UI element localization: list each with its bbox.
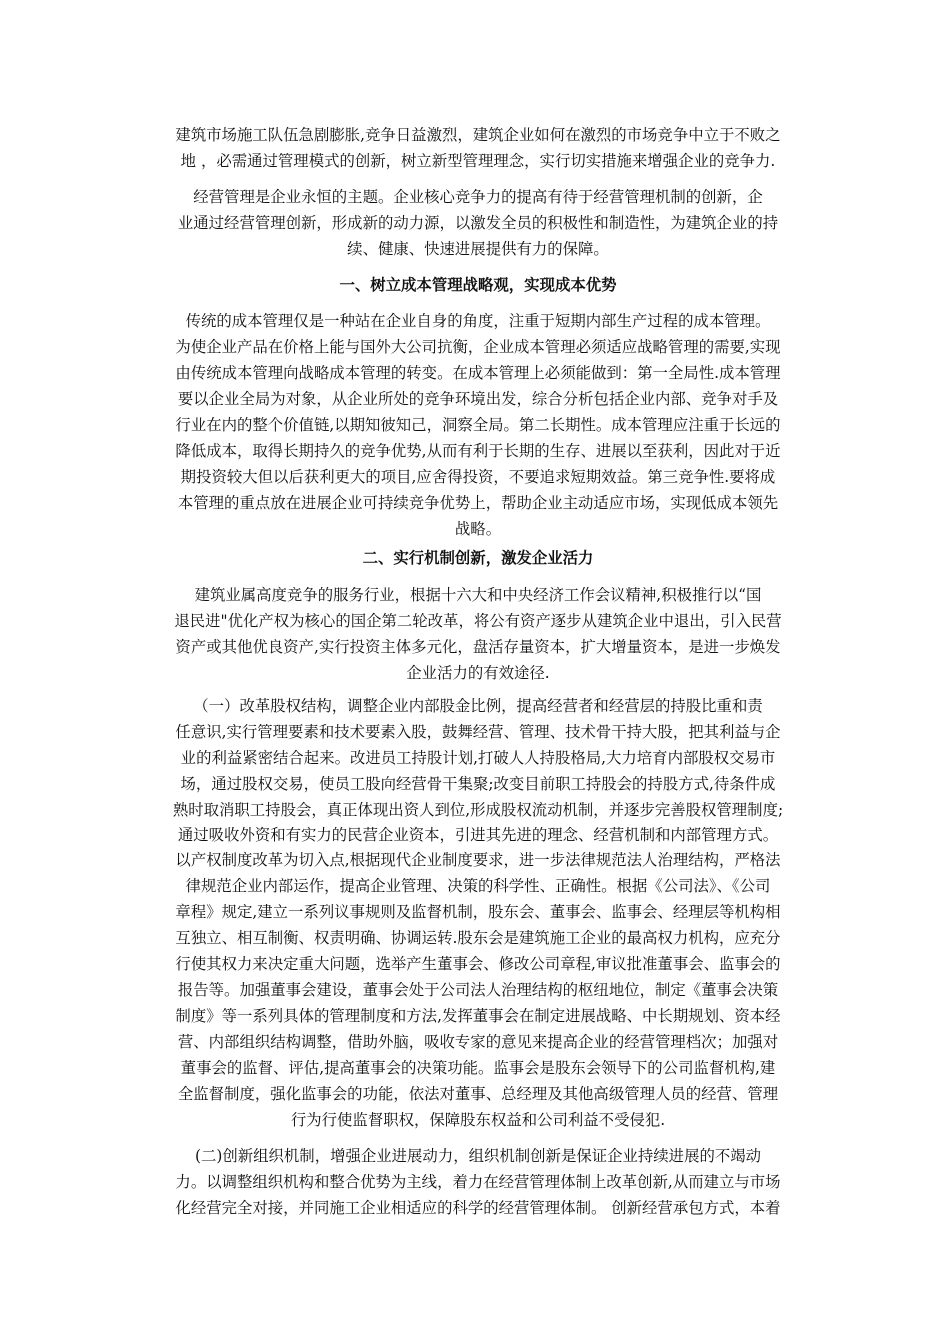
text-line: 律规范企业内部运作，提高企业管理、决策的科学性、正确性。根据《公司法》、《公司 — [185, 877, 771, 895]
text-line: 全监督制度，强化监事会的功能，依法对董事、总经理及其他高级管理人员的经营、管理 — [177, 1085, 779, 1103]
text-line: 场，通过股权交易，使员工股向经营骨干集聚;改变目前职工持股会的持股方式,待条件成 — [180, 775, 776, 793]
text-line: 章程》规定,建立一系列议事规则及监督机制，股东会、董事会、监事会、经理层等机构相 — [175, 903, 781, 921]
text-line: 董事会的监督、评估,提高董事会的决策功能。监事会是股东会领导下的公司监督机构,建 — [180, 1059, 776, 1077]
text-line: 要以企业全局为对象，从企业所处的竞争环境出发，综合分析包括企业内部、竞争对手及 — [177, 390, 779, 408]
text-line: 建筑市场施工队伍急剧膨胀,竞争日益激烈，建筑企业如何在激烈的市场竞争中立于不败之 — [175, 126, 781, 144]
text-line: 行业在内的整个价值链,以期知彼知己，洞察全局。第二长期性。成本管理应注重于长远的 — [175, 416, 781, 434]
text-line: 为使企业产品在价格上能与国外大公司抗衡，企业成本管理必须适应战略管理的需要,实现 — [175, 338, 781, 356]
text-line: 营、内部组织结构调整，借助外脑，吸收专家的意见来提高企业的经营管理档次；加强对 — [177, 1033, 779, 1051]
text-line: 业通过经营管理创新，形成新的动力源，以激发全员的积极性和制造性，为建筑企业的持 — [177, 214, 779, 232]
section-heading: 一、树立成本管理战略观，实现成本优势 — [339, 276, 617, 294]
text-line: 本管理的重点放在进展企业可持续竞争优势上，帮助企业主动适应市场，实现低成本领先 — [177, 494, 779, 512]
text-line: 行为行使监督职权，保障股东权益和公司利益不受侵犯. — [290, 1111, 666, 1129]
text-line: 化经营完全对接，并同施工企业相适应的科学的经营管理体制。 创新经营承包方式，本着 — [175, 1199, 781, 1217]
text-line: 熟时取消职工持股会，真正体现出资人到位,形成股权流动机制，并逐步完善股权管理制度; — [172, 801, 784, 819]
text-line: 制度》等一系列具体的管理制度和方法,发挥董事会在制定进展战略、中长期规划、资本经 — [175, 1007, 781, 1025]
text-line: 业的利益紧密结合起来。改进员工持股计划,打破人人持股格局,大力培育内部股权交易市 — [180, 749, 776, 767]
text-line: 降低成本，取得长期持久的竞争优势,从而有利于长期的生存、进展以至获利，因此对于近 — [175, 442, 781, 460]
text-line: 由传统成本管理向战略成本管理的转变。在成本管理上必须能做到：第一全局性.成本管理 — [175, 364, 781, 382]
text-line: 建筑业属高度竞争的服务行业，根据十六大和中央经济工作会议精神,积极推行以“国 — [194, 586, 762, 604]
text-line: 行使其权力来决定重大问题，选举产生董事会、修改公司章程,审议批准董事会、监事会的 — [175, 955, 781, 973]
text-line: 任意识,实行管理要素和技术要素入股，鼓舞经营、管理、技术骨干持大股，把其利益与企 — [175, 723, 781, 741]
text-line: 期投资较大但以后获利更大的项目,应舍得投资，不要追求短期效益。第三竞争性.要将成 — [180, 468, 776, 486]
text-line: 企业活力的有效途径. — [406, 664, 550, 682]
text-line: 传统的成本管理仅是一种站在企业自身的角度，注重于短期内部生产过程的成本管理。 — [185, 312, 771, 330]
text-line: 报告等。加强董事会建设，董事会处于公司法人治理结构的枢纽地位，制定《董事会决策 — [177, 981, 779, 999]
text-line: 地 ，必需通过管理模式的创新，树立新型管理理念，实行切实措施来增强企业的竞争力. — [180, 152, 776, 170]
text-line: (二)创新组织机制，增强企业进展动力，组织机制创新是保证企业持续进展的不竭动 — [194, 1147, 762, 1165]
text-line: 力。以调整组织机构和整合优势为主线，着力在经营管理体制上改革创新,从而建立与市场 — [175, 1173, 781, 1191]
text-line: 以产权制度改革为切入点,根据现代企业制度要求，进一步法律规范法人治理结构，严格法 — [175, 851, 781, 869]
text-line: 续、健康、快速进展提供有力的保障。 — [347, 240, 609, 258]
section-heading: 二、实行机制创新，激发企业活力 — [362, 549, 594, 567]
text-line: （一）改革股权结构，调整企业内部股金比例，提高经营者和经营层的持股比重和责 — [193, 697, 763, 715]
text-line: 资产或其他优良资产,实行投资主体多元化，盘活存量资本，扩大增量资本，是进一步焕发 — [175, 638, 781, 656]
text-line: 互独立、相互制衡、权责明确、协调运转.股东会是建筑施工企业的最高权力机构，应充分 — [175, 929, 781, 947]
text-line: 战略。 — [454, 520, 502, 538]
text-line: 通过吸收外资和有实力的民营企业资本，引进其先进的理念、经营机制和内部管理方式。 — [177, 826, 779, 844]
text-line: 经营管理是企业永恒的主题。企业核心竞争力的提高有待于经营管理机制的创新，企 — [193, 188, 763, 206]
text-line: 退民进"优化产权为核心的国企第二轮改革，将公有资产逐步从建筑企业中退出，引入民营 — [174, 612, 782, 630]
